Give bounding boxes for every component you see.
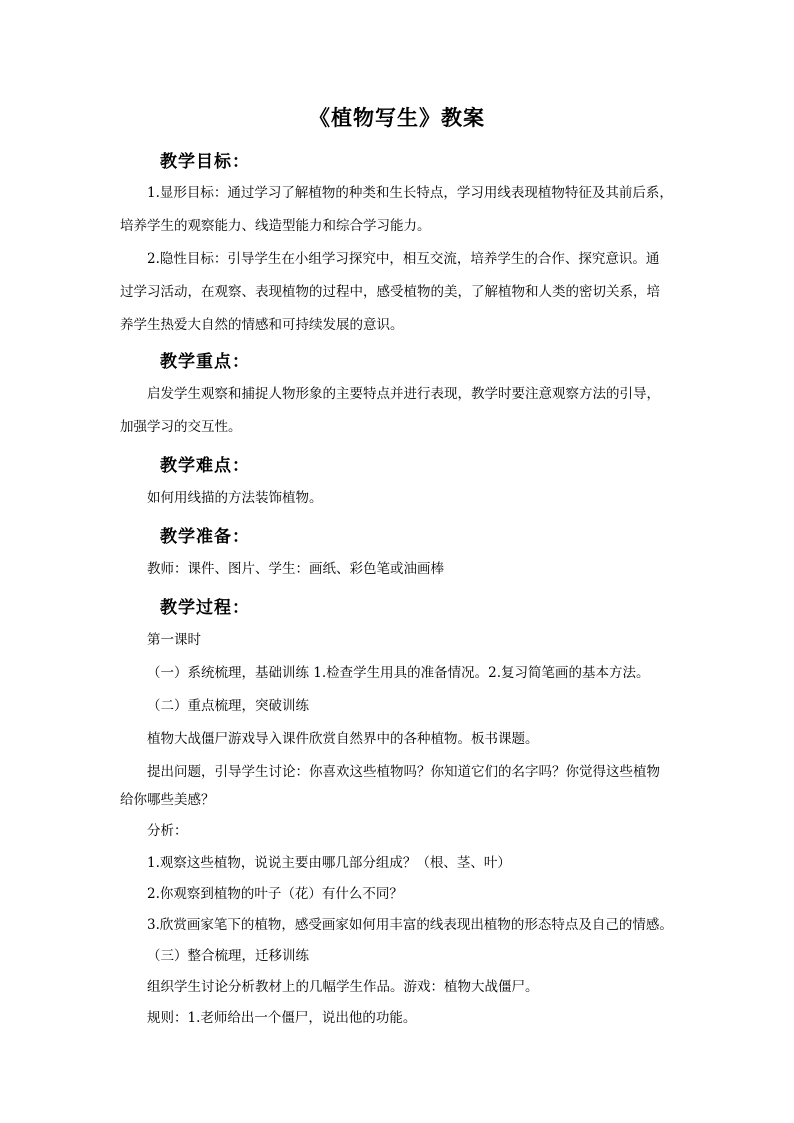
preparation-line1: 教师：课件、图片、学生：画纸、彩色笔或油画棒 (147, 561, 444, 577)
process-question-line2: 给你哪些美感？ (120, 792, 215, 808)
process-step3: （三）整合梳理，迁移训练 (147, 948, 309, 964)
heading-goals: 教学目标： (160, 152, 250, 172)
heading-difficulties: 教学难点： (160, 456, 250, 476)
process-analysis-2: 2.你观察到植物的叶子（花）有什么不同？ (147, 886, 403, 902)
process-question-line1: 提出问题，引导学生讨论：你喜欢这些植物吗？你知道它们的名字吗？你觉得这些植物 (147, 764, 660, 780)
goals-item2-line2: 过学习活动，在观察、表现植物的过程中，感受植物的美，了解植物和人类的密切关系，培 (120, 284, 660, 300)
goals-item2-line1: 2.隐性目标：引导学生在小组学习探究中，相互交流，培养学生的合作、探究意识。通 (147, 251, 660, 267)
key-points-line1: 启发学生观察和捕捉人物形象的主要特点并进行表现，教学时要注意观察方法的引导， (147, 386, 660, 402)
process-step2-text: 植物大战僵尸游戏导入课件欣赏自然界中的各种植物。板书课题。 (147, 731, 539, 747)
goals-item1-line2: 培养学生的观察能力、线造型能力和综合学习能力。 (120, 218, 431, 234)
process-lesson: 第一课时 (147, 632, 201, 648)
heading-process: 教学过程： (160, 598, 250, 618)
heading-preparation: 教学准备： (160, 527, 250, 547)
process-analysis-3: 3.欣赏画家笔下的植物，感受画家如何用丰富的线表现出植物的形态特点及自己的情感。 (147, 917, 673, 933)
process-analysis-1: 1.观察这些植物，说说主要由哪几部分组成？（根、茎、叶） (147, 855, 511, 871)
goals-item1-line1: 1.显形目标：通过学习了解植物的种类和生长特点，学习用线表现植物特征及其前后系， (147, 185, 673, 201)
process-step3-text: 组织学生讨论分析教材上的几幅学生作品。游戏：植物大战僵尸。 (147, 979, 539, 995)
goals-item2-line3: 养学生热爱大自然的情感和可持续发展的意识。 (120, 317, 404, 333)
process-analysis: 分析： (147, 823, 188, 839)
process-step2: （二）重点梳理，突破训练 (147, 698, 309, 714)
key-points-line2: 加强学习的交互性。 (120, 419, 242, 435)
process-step1: （一）系统梳理，基础训练 1.检查学生用具的准备情况。2.复习简笔画的基本方法。 (147, 665, 650, 681)
heading-key-points: 教学重点： (160, 352, 250, 372)
process-rule: 规则：1.老师给出一个僵尸，说出他的功能。 (147, 1010, 417, 1026)
document-title: 《植物写生》教案 (309, 105, 485, 130)
difficulties-line1: 如何用线描的方法装饰植物。 (147, 490, 323, 506)
